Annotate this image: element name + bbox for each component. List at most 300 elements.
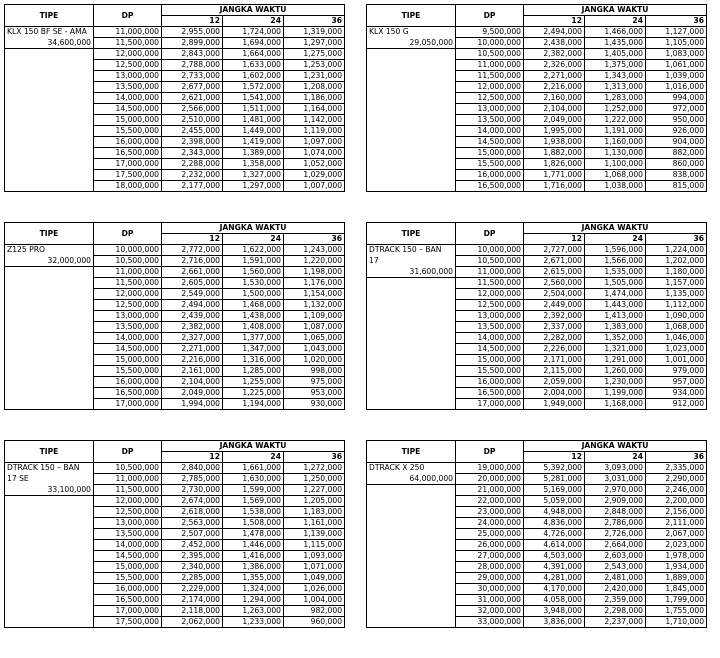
term-header-36: 36 [646, 16, 707, 27]
installment-24: 2,543,000 [585, 562, 646, 573]
dp-header: DP [94, 223, 162, 245]
table-row [367, 181, 707, 192]
table-row [5, 170, 345, 181]
dp-value: 10,000,000 [456, 38, 524, 49]
dp-value: 31,000,000 [456, 595, 524, 606]
dp-value: 11,000,000 [94, 27, 162, 38]
installment-36: 1,220,000 [284, 256, 345, 267]
table-row [5, 366, 345, 377]
installment-12: 1,949,000 [524, 399, 585, 410]
dp-value: 25,000,000 [456, 529, 524, 540]
installment-24: 1,535,000 [585, 267, 646, 278]
tipe-cell [367, 617, 456, 628]
table-row [367, 573, 707, 584]
installment-24: 1,602,000 [223, 71, 284, 82]
installment-12: 2,115,000 [524, 366, 585, 377]
installment-12: 5,392,000 [524, 463, 585, 474]
dp-value: 14,000,000 [456, 126, 524, 137]
installment-12: 2,785,000 [162, 474, 223, 485]
dp-value: 15,500,000 [456, 366, 524, 377]
tipe-cell [5, 278, 94, 289]
table-row [5, 333, 345, 344]
header-row [5, 441, 345, 452]
table-row [367, 366, 707, 377]
dp-header: DP [94, 441, 162, 463]
installment-24: 2,237,000 [585, 617, 646, 628]
dp-value: 10,000,000 [94, 245, 162, 256]
installment-36: 1,001,000 [646, 355, 707, 366]
term-header-12: 12 [162, 16, 223, 27]
tipe-cell [5, 159, 94, 170]
installment-36: 1,139,000 [284, 529, 345, 540]
term-header-24: 24 [585, 16, 646, 27]
installment-36: 1,180,000 [646, 267, 707, 278]
installment-36: 982,000 [284, 606, 345, 617]
installment-36: 2,023,000 [646, 540, 707, 551]
table-row [5, 573, 345, 584]
dp-value: 30,000,000 [456, 584, 524, 595]
dp-value: 15,500,000 [94, 126, 162, 137]
tipe-cell [367, 366, 456, 377]
dp-value: 15,000,000 [94, 355, 162, 366]
installment-12: 2,618,000 [162, 507, 223, 518]
table-row [367, 551, 707, 562]
dp-value: 16,000,000 [94, 377, 162, 388]
installment-36: 1,016,000 [646, 82, 707, 93]
installment-36: 2,111,000 [646, 518, 707, 529]
tipe-cell [5, 82, 94, 93]
installment-12: 4,503,000 [524, 551, 585, 562]
installment-36: 930,000 [284, 399, 345, 410]
dp-header: DP [94, 5, 162, 27]
installment-36: 1,061,000 [646, 60, 707, 71]
installment-24: 1,505,000 [585, 278, 646, 289]
installment-36: 1,112,000 [646, 300, 707, 311]
installment-12: 1,995,000 [524, 126, 585, 137]
installment-12: 2,507,000 [162, 529, 223, 540]
installment-12: 2,494,000 [162, 300, 223, 311]
tipe-cell [367, 606, 456, 617]
installment-36: 1,157,000 [646, 278, 707, 289]
term-header-36: 36 [284, 234, 345, 245]
table-row [367, 529, 707, 540]
installment-36: 1,186,000 [284, 93, 345, 104]
dp-value: 20,000,000 [456, 474, 524, 485]
installment-24: 1,633,000 [223, 60, 284, 71]
installment-12: 2,340,000 [162, 562, 223, 573]
installment-12: 1,994,000 [162, 399, 223, 410]
installment-24: 1,446,000 [223, 540, 284, 551]
installment-24: 1,222,000 [585, 115, 646, 126]
installment-24: 1,194,000 [223, 399, 284, 410]
tipe-cell [5, 148, 94, 159]
tipe-cell [5, 137, 94, 148]
tipe-cell [367, 49, 456, 60]
term-header-12: 12 [162, 234, 223, 245]
dp-value: 13,000,000 [94, 518, 162, 529]
installment-12: 3,948,000 [524, 606, 585, 617]
tipe-cell [367, 562, 456, 573]
dp-value: 28,000,000 [456, 562, 524, 573]
term-header-12: 12 [162, 452, 223, 463]
table-row [5, 311, 345, 322]
installment-24: 1,297,000 [223, 181, 284, 192]
tipe-header: TIPE [367, 223, 456, 245]
model-name: DTRACK 150 – BAN [5, 463, 94, 474]
installment-12: 2,716,000 [162, 256, 223, 267]
installment-12: 2,452,000 [162, 540, 223, 551]
dp-value: 17,000,000 [94, 399, 162, 410]
installment-24: 1,500,000 [223, 289, 284, 300]
installment-12: 5,059,000 [524, 496, 585, 507]
table-row [367, 311, 707, 322]
dp-value: 13,000,000 [94, 311, 162, 322]
installment-12: 2,285,000 [162, 573, 223, 584]
installment-36: 1,934,000 [646, 562, 707, 573]
installment-36: 1,074,000 [284, 148, 345, 159]
installment-24: 1,419,000 [223, 137, 284, 148]
installment-24: 2,298,000 [585, 606, 646, 617]
installment-24: 1,466,000 [585, 27, 646, 38]
installment-table-block [4, 440, 345, 628]
dp-value: 11,000,000 [456, 267, 524, 278]
installment-24: 3,093,000 [585, 463, 646, 474]
installment-12: 2,232,000 [162, 170, 223, 181]
installment-24: 2,848,000 [585, 507, 646, 518]
dp-value: 12,000,000 [456, 289, 524, 300]
installment-36: 1,004,000 [284, 595, 345, 606]
installment-12: 2,382,000 [162, 322, 223, 333]
table-row [367, 245, 707, 256]
installment-12: 2,674,000 [162, 496, 223, 507]
table-row [367, 60, 707, 71]
installment-24: 1,435,000 [585, 38, 646, 49]
dp-value: 14,000,000 [456, 333, 524, 344]
installment-12: 2,343,000 [162, 148, 223, 159]
tipe-cell [5, 584, 94, 595]
dp-value: 13,500,000 [94, 529, 162, 540]
installment-24: 1,355,000 [223, 573, 284, 584]
installment-36: 1,202,000 [646, 256, 707, 267]
installment-24: 1,294,000 [223, 595, 284, 606]
dp-value: 11,500,000 [456, 71, 524, 82]
installment-24: 1,377,000 [223, 333, 284, 344]
installment-24: 1,321,000 [585, 344, 646, 355]
installment-36: 1,205,000 [284, 496, 345, 507]
term-header-36: 36 [284, 452, 345, 463]
tipe-cell [5, 126, 94, 137]
tipe-cell [5, 267, 94, 278]
installment-24: 2,664,000 [585, 540, 646, 551]
installment-36: 1,161,000 [284, 518, 345, 529]
dp-value: 17,000,000 [94, 606, 162, 617]
installment-24: 1,468,000 [223, 300, 284, 311]
installment-12: 4,391,000 [524, 562, 585, 573]
model-name: DTRACK X 250 [367, 463, 456, 474]
dp-value: 15,000,000 [94, 115, 162, 126]
table-row [367, 388, 707, 399]
table-row [367, 322, 707, 333]
tipe-cell [5, 573, 94, 584]
installment-12: 2,455,000 [162, 126, 223, 137]
installment-36: 972,000 [646, 104, 707, 115]
installment-table-block [366, 222, 707, 410]
tipe-cell [367, 71, 456, 82]
installment-12: 2,382,000 [524, 49, 585, 60]
installment-24: 3,031,000 [585, 474, 646, 485]
installment-24: 1,560,000 [223, 267, 284, 278]
installment-12: 2,229,000 [162, 584, 223, 595]
dp-value: 16,500,000 [94, 388, 162, 399]
table-row [5, 399, 345, 410]
table-row [5, 562, 345, 573]
table-row [5, 474, 345, 485]
table-row [367, 170, 707, 181]
table-row [367, 289, 707, 300]
installment-12: 2,004,000 [524, 388, 585, 399]
dp-value: 14,500,000 [94, 551, 162, 562]
installment-36: 975,000 [284, 377, 345, 388]
installment-36: 957,000 [646, 377, 707, 388]
dp-value: 9,500,000 [456, 27, 524, 38]
installment-36: 1,083,000 [646, 49, 707, 60]
table-row [5, 71, 345, 82]
tipe-cell [367, 93, 456, 104]
jangka-waktu-header: JANGKA WAKTU [162, 5, 345, 16]
tipe-cell [5, 344, 94, 355]
installment-12: 2,104,000 [162, 377, 223, 388]
table-row [5, 148, 345, 159]
table-row [367, 617, 707, 628]
table-row [5, 267, 345, 278]
installment-24: 1,449,000 [223, 126, 284, 137]
dp-value: 15,500,000 [94, 573, 162, 584]
tipe-cell [5, 551, 94, 562]
installment-24: 1,068,000 [585, 170, 646, 181]
installment-12: 2,216,000 [524, 82, 585, 93]
dp-value: 16,000,000 [94, 137, 162, 148]
header-row [5, 223, 345, 234]
tipe-cell [367, 540, 456, 551]
installment-36: 1,023,000 [646, 344, 707, 355]
installment-36: 1,319,000 [284, 27, 345, 38]
installment-12: 2,104,000 [524, 104, 585, 115]
installment-24: 1,260,000 [585, 366, 646, 377]
installment-12: 2,337,000 [524, 322, 585, 333]
tipe-cell [5, 104, 94, 115]
table-row [5, 245, 345, 256]
installment-12: 2,216,000 [162, 355, 223, 366]
installment-36: 1,071,000 [284, 562, 345, 573]
installment-36: 1,176,000 [284, 278, 345, 289]
installment-36: 904,000 [646, 137, 707, 148]
term-header-36: 36 [284, 16, 345, 27]
table-row [367, 474, 707, 485]
table-row [5, 82, 345, 93]
installment-36: 950,000 [646, 115, 707, 126]
installment-table-block [4, 4, 345, 192]
table-row [367, 104, 707, 115]
installment-12: 2,062,000 [162, 617, 223, 628]
tipe-cell [5, 311, 94, 322]
installment-36: 934,000 [646, 388, 707, 399]
installment-24: 1,599,000 [223, 485, 284, 496]
installment-36: 1,087,000 [284, 322, 345, 333]
installment-36: 1,119,000 [284, 126, 345, 137]
installment-12: 5,169,000 [524, 485, 585, 496]
installment-36: 979,000 [646, 366, 707, 377]
dp-value: 14,000,000 [94, 540, 162, 551]
dp-value: 12,000,000 [456, 82, 524, 93]
installment-12: 4,726,000 [524, 529, 585, 540]
installment-36: 1,132,000 [284, 300, 345, 311]
dp-value: 10,000,000 [456, 245, 524, 256]
tipe-cell [367, 148, 456, 159]
model-price: 29,050,000 [367, 38, 456, 49]
installment-24: 1,291,000 [585, 355, 646, 366]
tipe-cell [5, 333, 94, 344]
installment-24: 1,230,000 [585, 377, 646, 388]
tipe-cell [367, 181, 456, 192]
term-header-24: 24 [223, 452, 284, 463]
installment-24: 1,405,000 [585, 49, 646, 60]
table-row [367, 595, 707, 606]
tipe-cell [367, 170, 456, 181]
model-price: 34,600,000 [5, 38, 94, 49]
installment-12: 2,671,000 [524, 256, 585, 267]
header-row [367, 5, 707, 16]
installment-36: 1,105,000 [646, 38, 707, 49]
installment-24: 1,252,000 [585, 104, 646, 115]
table-row [367, 82, 707, 93]
installment-24: 1,316,000 [223, 355, 284, 366]
tipe-cell [367, 573, 456, 584]
installment-24: 1,538,000 [223, 507, 284, 518]
installment-24: 1,347,000 [223, 344, 284, 355]
installment-24: 1,358,000 [223, 159, 284, 170]
dp-value: 32,000,000 [456, 606, 524, 617]
installment-12: 2,549,000 [162, 289, 223, 300]
jangka-waktu-header: JANGKA WAKTU [524, 223, 707, 234]
table-row [367, 606, 707, 617]
installment-12: 2,494,000 [524, 27, 585, 38]
table-row [5, 529, 345, 540]
installment-36: 1,093,000 [284, 551, 345, 562]
dp-value: 27,000,000 [456, 551, 524, 562]
installment-36: 815,000 [646, 181, 707, 192]
installment-24: 1,416,000 [223, 551, 284, 562]
dp-header: DP [456, 223, 524, 245]
tipe-cell [367, 507, 456, 518]
tipe-cell [5, 289, 94, 300]
installment-36: 1,297,000 [284, 38, 345, 49]
tipe-cell [367, 300, 456, 311]
installment-36: 1,799,000 [646, 595, 707, 606]
installment-36: 998,000 [284, 366, 345, 377]
installment-24: 1,168,000 [585, 399, 646, 410]
table-row [367, 333, 707, 344]
jangka-waktu-header: JANGKA WAKTU [524, 441, 707, 452]
installment-table-block [366, 4, 707, 192]
table-row [5, 159, 345, 170]
tipe-header: TIPE [5, 5, 94, 27]
table-row [367, 126, 707, 137]
installment-24: 1,694,000 [223, 38, 284, 49]
installment-24: 2,359,000 [585, 595, 646, 606]
installment-12: 5,281,000 [524, 474, 585, 485]
table-row [367, 267, 707, 278]
term-header-36: 36 [646, 452, 707, 463]
tipe-cell [367, 322, 456, 333]
dp-value: 29,000,000 [456, 573, 524, 584]
installment-24: 1,478,000 [223, 529, 284, 540]
dp-value: 16,500,000 [94, 148, 162, 159]
header-row [367, 441, 707, 452]
dp-value: 10,500,000 [456, 256, 524, 267]
installment-36: 1,183,000 [284, 507, 345, 518]
table-row [5, 584, 345, 595]
installment-24: 1,386,000 [223, 562, 284, 573]
installment-36: 1,115,000 [284, 540, 345, 551]
dp-value: 15,500,000 [94, 366, 162, 377]
dp-value: 15,500,000 [456, 159, 524, 170]
installment-36: 1,065,000 [284, 333, 345, 344]
installment-36: 960,000 [284, 617, 345, 628]
installment-36: 994,000 [646, 93, 707, 104]
tipe-cell [367, 289, 456, 300]
installment-12: 2,271,000 [524, 71, 585, 82]
dp-value: 23,000,000 [456, 507, 524, 518]
table-row [367, 344, 707, 355]
dp-value: 15,000,000 [94, 562, 162, 573]
installment-36: 1,026,000 [284, 584, 345, 595]
table-row [5, 181, 345, 192]
dp-value: 12,000,000 [94, 496, 162, 507]
installment-36: 1,243,000 [284, 245, 345, 256]
table-row [5, 126, 345, 137]
installment-12: 2,288,000 [162, 159, 223, 170]
dp-value: 26,000,000 [456, 540, 524, 551]
installment-24: 1,285,000 [223, 366, 284, 377]
installment-24: 1,413,000 [585, 311, 646, 322]
model-name: KLX 150 BF SE - AMA [5, 27, 94, 38]
installment-12: 2,160,000 [524, 93, 585, 104]
installment-24: 1,191,000 [585, 126, 646, 137]
dp-value: 11,500,000 [94, 485, 162, 496]
installment-24: 1,664,000 [223, 49, 284, 60]
tipe-cell [367, 518, 456, 529]
installment-12: 1,826,000 [524, 159, 585, 170]
table-row [367, 38, 707, 49]
dp-value: 17,500,000 [94, 170, 162, 181]
installment-36: 2,246,000 [646, 485, 707, 496]
tipe-cell [367, 159, 456, 170]
model-price: 33,100,000 [5, 485, 94, 496]
table-row [5, 278, 345, 289]
tipe-header: TIPE [5, 441, 94, 463]
installment-12: 4,281,000 [524, 573, 585, 584]
dp-value: 19,000,000 [456, 463, 524, 474]
dp-value: 12,500,000 [456, 93, 524, 104]
tipe-cell [367, 551, 456, 562]
tipe-cell [367, 355, 456, 366]
table-row [367, 518, 707, 529]
installment-12: 2,327,000 [162, 333, 223, 344]
installment-12: 2,772,000 [162, 245, 223, 256]
installment-36: 1,198,000 [284, 267, 345, 278]
tipe-cell [5, 518, 94, 529]
term-header-12: 12 [524, 234, 585, 245]
